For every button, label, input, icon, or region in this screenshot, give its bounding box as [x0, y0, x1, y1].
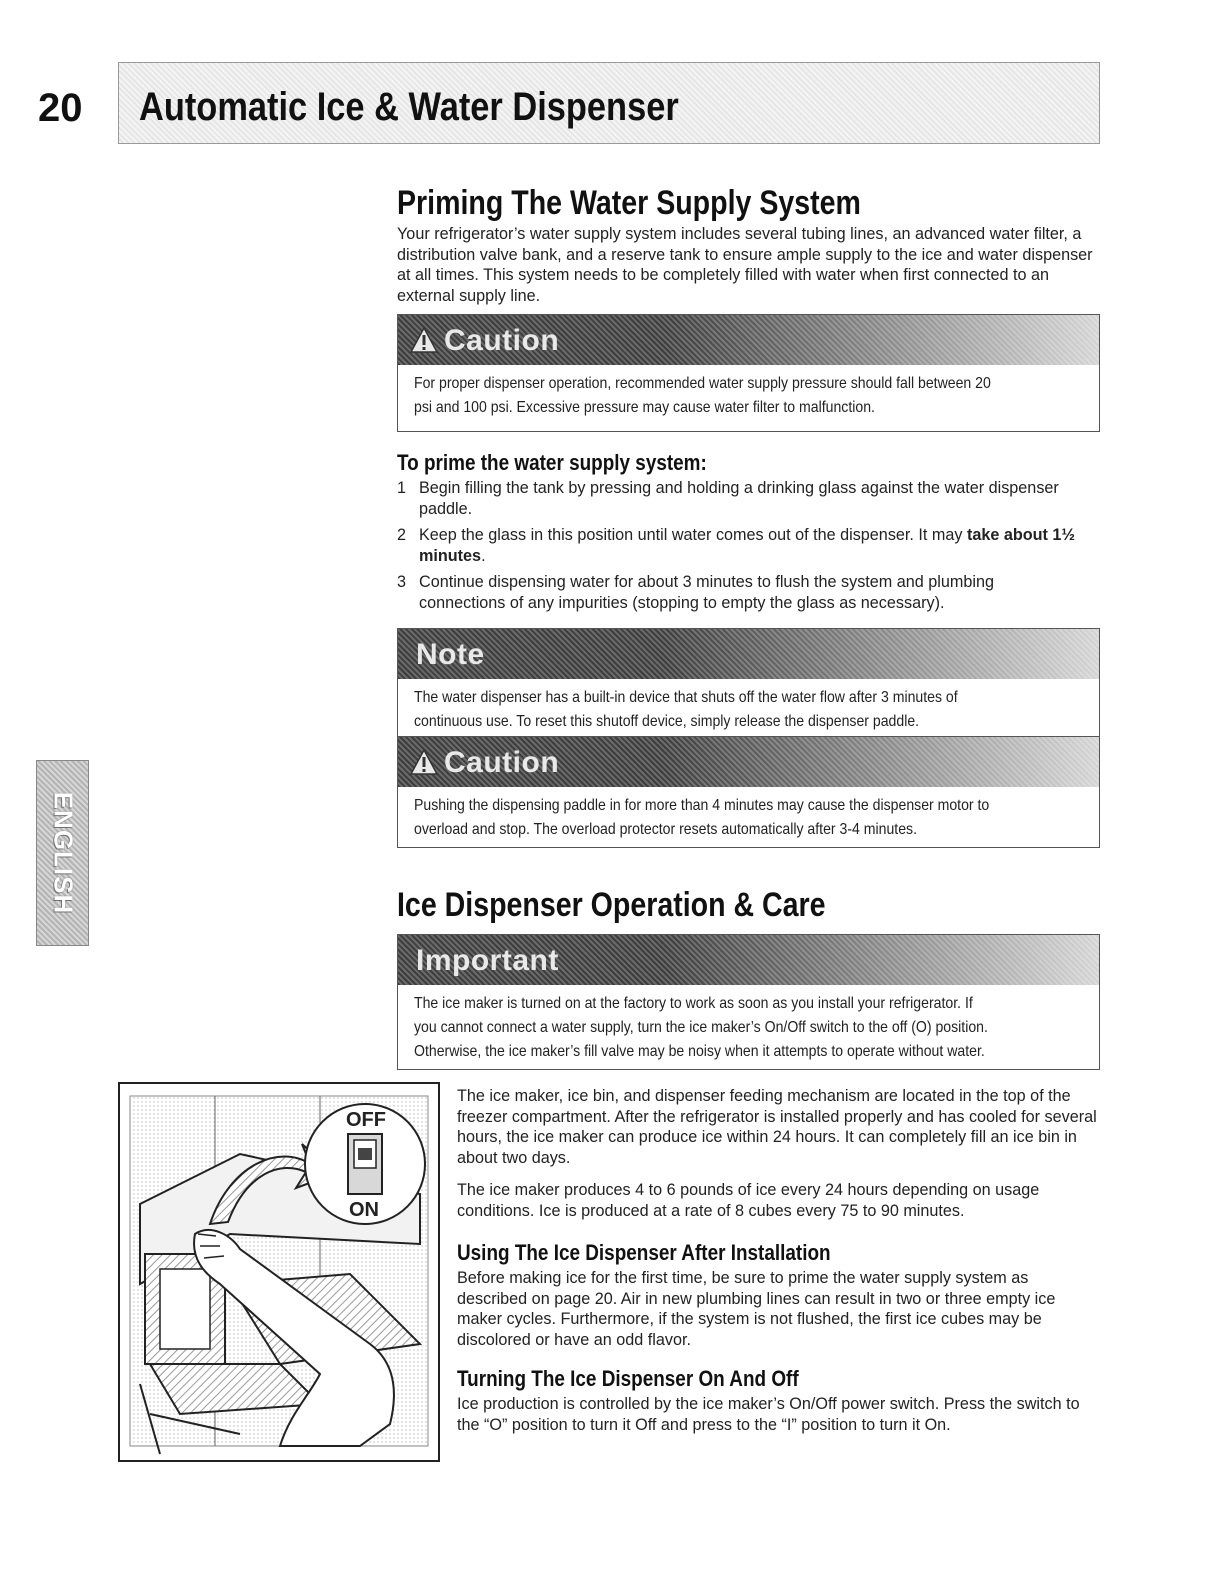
- onoff-text: Ice production is controlled by the ice maker’s On/Off power switch. Press the switch to the “O” position to turn it Off and press to the “I” position to turn it On.: [457, 1395, 1080, 1434]
- caution-box-motor: [397, 736, 1100, 848]
- step-emphasis: take about 1½ minutes: [419, 526, 1075, 565]
- caution-label: Caution: [444, 746, 560, 779]
- language-side-tab: [36, 760, 89, 946]
- caution-text: [398, 365, 1099, 420]
- step-number: 3: [397, 573, 407, 591]
- caution-box-header: [398, 315, 1099, 365]
- ice-heading: Ice Dispenser Operation & Care: [397, 886, 826, 924]
- list-item: [393, 478, 1083, 519]
- important-line: Otherwise, the ice maker’s fill valve may be noisy when it attempts to operate without water.: [414, 1043, 985, 1060]
- caution-line: psi and 100 psi. Excessive pressure may cause water filter to malfunction.: [414, 399, 875, 416]
- switch-on-label: ON: [349, 1199, 379, 1221]
- warning-triangle-icon: [410, 749, 438, 775]
- important-line: The ice maker is turned on at the factory to work as soon as you install your refrigerator. If: [414, 995, 973, 1012]
- step-number: 2: [397, 526, 407, 544]
- after-install-text: Before making ice for the first time, be sure to prime the water supply system as described on page 20. Air in new plumbing lines can result in two or three empty ice maker cycles. Furthermore, if the system is not flushed, the first ice cubes may be discolored or have an odd flavor.: [457, 1269, 1056, 1349]
- step-text: Continue dispensing water for about 3 minutes to flush the system and plumbing connections of any impurities (stopping to empty the glass as necessary).: [419, 573, 994, 612]
- list-item: [393, 525, 1083, 566]
- note-box: [397, 628, 1100, 742]
- switch-off-label: OFF: [346, 1109, 386, 1131]
- step-text-end: .: [481, 546, 486, 565]
- onoff-heading: Turning The Ice Dispenser On And Off: [457, 1366, 799, 1391]
- caution-text: [398, 787, 1099, 842]
- note-line: continuous use. To reset this shutoff device, simply release the dispenser paddle.: [414, 713, 920, 730]
- page-title: Automatic Ice & Water Dispenser: [139, 85, 679, 129]
- important-box: [397, 934, 1100, 1070]
- ice-maker-switch-drawing: [120, 1084, 438, 1460]
- list-item: [393, 572, 1083, 613]
- note-label: Note: [416, 638, 485, 671]
- caution-line: overload and stop. The overload protector resets automatically after 3-4 minutes.: [414, 821, 917, 838]
- caution-box-pressure: [397, 314, 1100, 432]
- note-line: The water dispenser has a built-in device that shuts off the water flow after 3 minutes of: [414, 689, 958, 706]
- note-box-header: [398, 629, 1099, 679]
- ice-production-paragraph: The ice maker produces 4 to 6 pounds of ice every 24 hours depending on usage conditions. Ice is produced at a rate of 8 cubes every 75 to 90 minutes.: [457, 1181, 1040, 1220]
- step-text: Keep the glass in this position until water comes out of the dispenser. It may: [419, 526, 967, 544]
- important-line: you cannot connect a water supply, turn the ice maker’s On/Off switch to the off (O) position.: [414, 1019, 988, 1036]
- priming-intro: Your refrigerator’s water supply system includes several tubing lines, an advanced water filter, a distribution valve bank, and a reserve tank to ensure ample supply to the ice and water dispenser at all times. This system needs to be completely filled with water when first connected to an external supply line.: [397, 225, 1093, 305]
- after-install-heading: Using The Ice Dispenser After Installation: [457, 1240, 831, 1265]
- side-tab-label: ENGLISH: [48, 791, 78, 915]
- important-label: Important: [416, 944, 559, 977]
- caution-line: For proper dispenser operation, recommended water supply pressure should fall between 20: [414, 375, 991, 392]
- note-text: [398, 679, 1099, 734]
- step-text: Begin filling the tank by pressing and holding a drinking glass against the water dispenser paddle.: [419, 479, 1059, 518]
- ice-maker-location-paragraph: The ice maker, ice bin, and dispenser feeding mechanism are located in the top of the freezer compartment. After the refrigerator is installed properly and has cooled for several hours, the ice maker can produce ice within 24 hours. It can completely fill an ice bin in about two days.: [457, 1087, 1097, 1167]
- page-header: [118, 62, 1100, 144]
- page-number: 20: [38, 86, 83, 130]
- prime-steps-heading: To prime the water supply system:: [397, 450, 707, 475]
- priming-heading: Priming The Water Supply System: [397, 184, 861, 222]
- prime-steps-list: [393, 478, 1083, 619]
- ice-maker-illustration: [118, 1082, 440, 1462]
- caution-label: Caution: [444, 324, 560, 357]
- important-text: [398, 985, 1099, 1064]
- important-box-header: [398, 935, 1099, 985]
- step-number: 1: [397, 479, 407, 497]
- warning-triangle-icon: [410, 327, 438, 353]
- caution-line: Pushing the dispensing paddle in for more than 4 minutes may cause the dispenser motor to: [414, 797, 990, 814]
- caution-box-header: [398, 737, 1099, 787]
